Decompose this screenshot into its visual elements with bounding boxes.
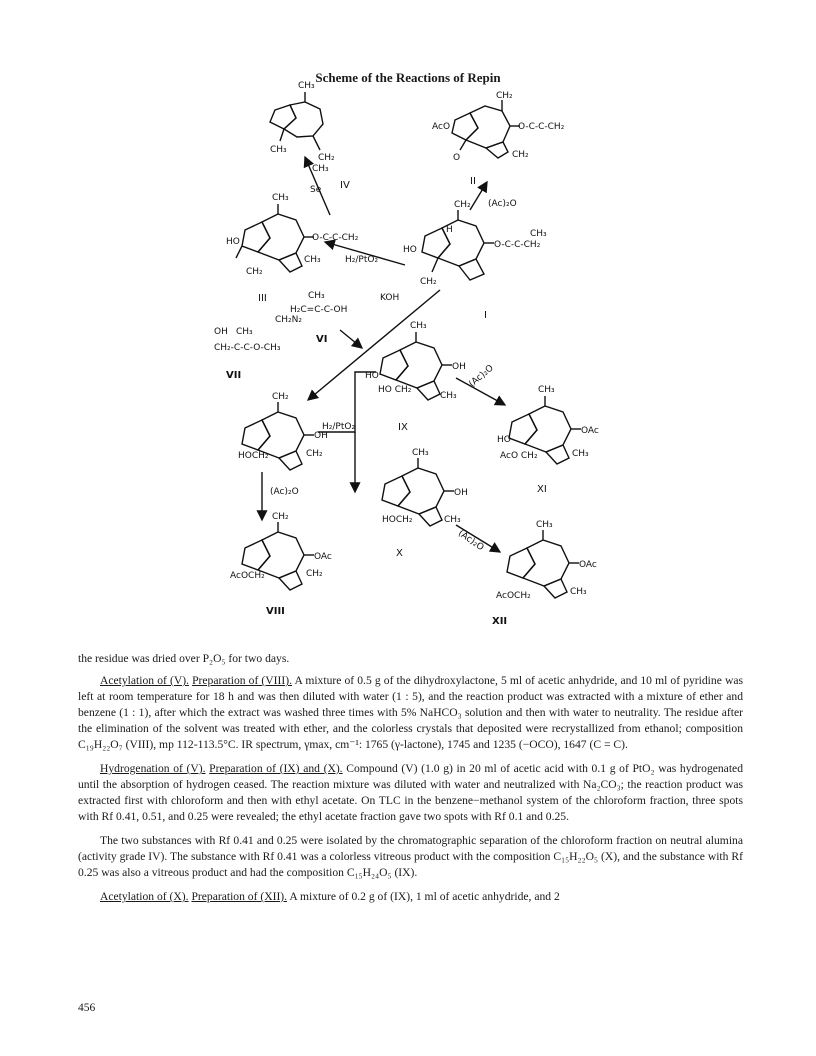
label-viii-ch2: CH₂	[272, 512, 289, 522]
numeral-ix: IX	[398, 422, 408, 433]
reagent-ac2o-4: (Ac)₂O	[456, 528, 486, 554]
label-ix-ch3b: CH₃	[440, 391, 457, 401]
label-xi-acoch2: AcO CH₂	[500, 451, 538, 461]
page-number: 456	[78, 1002, 96, 1014]
label-iv-ch2: CH₂	[318, 153, 335, 163]
label-ii-ester: O-C-C-CH₂	[518, 122, 565, 132]
numeral-vii: VII	[226, 370, 242, 381]
scheme-title: Scheme of the Reactions of Repin	[315, 70, 501, 85]
paragraph-4	[78, 889, 743, 905]
label-ii-ch2: CH₂	[496, 91, 513, 101]
label-iv-ch3-left: CH₃	[270, 145, 287, 155]
reagent-ch2n2: CH₂N₂	[275, 315, 302, 325]
numeral-i: I	[484, 310, 487, 321]
numeral-viii: VIII	[266, 606, 285, 617]
label-i-ho: HO	[403, 245, 417, 255]
reagent-ac2o-3: (Ac)₂O	[270, 487, 299, 497]
paragraph-2	[78, 761, 743, 825]
heading-preparation-xii: Preparation of (XII).	[191, 890, 288, 903]
label-viii-acoch2: AcOCH₂	[230, 571, 265, 581]
label-ix-oh: OH	[452, 362, 466, 372]
reagent-ac2o-1: (Ac)₂O	[488, 199, 517, 209]
label-iii-ch3b: CH₃	[304, 255, 321, 265]
numeral-vi: VI	[316, 334, 328, 345]
structure-iv	[270, 92, 323, 150]
label-ii-o: O	[453, 153, 461, 163]
label-xii-oac: OAc	[579, 560, 597, 570]
numeral-iv: IV	[340, 180, 350, 191]
label-v-hoch2: HOCH₂	[238, 451, 269, 461]
paragraph-3: The two substances with Rf 0.41 and 0.25 were isolated by the chromatographic separation of the chloroform fraction on neutral alumina (activity grade IV). The substance with Rf 0.41 was a colorless vitreous product with the composition C₁₅H₂₂O₅ (X), and the substance with Rf 0.25 was also a vitreous product and had the composition C₁₅H₂₄O₅ (IX).	[78, 834, 743, 879]
structure-i	[422, 210, 494, 280]
label-viii-ch2b: CH₂	[306, 569, 323, 579]
label-iii-ester: O-C-C-CH₂	[312, 233, 359, 243]
structure-iii	[236, 204, 314, 272]
label-xi-ho: HO	[497, 435, 511, 445]
numeral-ii: II	[470, 176, 476, 187]
label-i-ch2b: CH₂	[420, 277, 437, 287]
label-ix-ch3: CH₃	[410, 321, 427, 331]
label-xi-ch3: CH₃	[538, 385, 555, 395]
label-viii-oac: OAc	[314, 552, 332, 562]
numeral-iii: III	[258, 293, 267, 304]
label-xii-ch3b: CH₃	[570, 587, 587, 597]
heading-hydrogenation-v: Hydrogenation of (V).	[100, 762, 206, 775]
arrow-vi-to-vii	[340, 330, 362, 348]
label-xii-acoch2: AcOCH₂	[496, 591, 531, 601]
reagent-h2pto2-2: H₂/PtO₂	[322, 422, 356, 432]
paragraph-0: the residue was dried over P₂O₅ for two days.	[78, 652, 290, 665]
numeral-x: X	[396, 548, 403, 559]
label-ii-ch2b: CH₂	[512, 150, 529, 160]
label-x-oh: OH	[454, 488, 468, 498]
label-ix-ho: HO	[365, 371, 379, 381]
label-ix-hoch2: HO CH₂	[378, 385, 412, 395]
paragraph-1-text: A mixture of 0.5 g of the dihydroxylactone, 5 ml of acetic anhydride, and 10 ml of pyridine was left at room temperature for 18 h and was then diluted with water (1 : 5), and the reaction product was extracted with a mixture of ether and benzene (1 : 1), after which the extract was washed three times with 5% NaHCO₃ solution and then with water to neutrality. The residue after the elimination of the solvent was treated with ether, and the colorless crystals that deposited were recrystallized from ethanol; composition C₁₉H₂₂O₇ (VIII), mp 112-113.5°C. IR spectrum, γmax, cm⁻¹: 1765 (γ-lactone), 1745 and 1235 (−OCO), 1647 (C = C).	[78, 674, 743, 751]
numeral-xii: XII	[492, 616, 508, 627]
label-vii-chain: CH₂-C-C-O-CH₃	[214, 343, 281, 353]
label-vii-oh: OH	[214, 327, 228, 337]
label-i-ch3: CH₃	[530, 229, 547, 239]
heading-acetylation-v: Acetylation of (V).	[100, 674, 189, 687]
label-vii-ch3: CH₃	[236, 327, 253, 337]
heading-preparation-ix-x: Preparation of (IX) and (X).	[209, 762, 343, 775]
label-iv-ch3-b: CH₃	[312, 164, 329, 174]
label-iii-ch3: CH₃	[272, 193, 289, 203]
label-iii-ho: HO	[226, 237, 240, 247]
paragraph-1	[78, 673, 743, 753]
label-v-oh: OH	[314, 431, 328, 441]
label-xi-ch3b: CH₃	[572, 449, 589, 459]
structure-xii	[507, 530, 579, 598]
label-vi-ch3: CH₃	[308, 291, 325, 301]
numeral-xi: XI	[537, 484, 547, 495]
label-iv-ch3-top: CH₃	[298, 81, 315, 91]
label-iii-ch2: CH₂	[246, 267, 263, 277]
label-xii-ch3: CH₃	[536, 520, 553, 530]
label-xi-oac: OAc	[581, 426, 599, 436]
paragraph-2-text: Compound (V) (1.0 g) in 20 ml of acetic acid with 0.1 g of PtO₂ was hydrogenated until the absorption of hydrogen ceased. The reaction mixture was diluted with water and neutralized with Na₂CO₃; the reaction product was extracted first with chloroform and then with ethyl acetate. On TLC in the benzene−methanol system of the chloroform fraction, three spots with Rf 0.41, 0.51, and 0.25 were revealed; the ethyl acetate fraction gave two spots with Rf 0.1 and 0.25.	[78, 762, 743, 823]
label-ii-aco: AcO	[432, 122, 451, 132]
reagent-h2pto2-1: H₂/PtO₂	[345, 255, 379, 265]
label-vi-acid: H₂C=C-C-OH	[290, 305, 348, 315]
label-x-ch3: CH₃	[412, 448, 429, 458]
reagent-se: Se	[310, 185, 322, 195]
label-i-ester: O-C-C-CH₂	[494, 240, 541, 250]
heading-acetylation-x: Acetylation of (X).	[100, 890, 189, 903]
body-text	[78, 651, 743, 913]
label-v-ch2: CH₂	[272, 392, 289, 402]
label-x-hoch2: HOCH₂	[382, 515, 413, 525]
label-i-h: H	[446, 225, 453, 235]
label-x-ch3b: CH₃	[444, 515, 461, 525]
paragraph-4-text: A mixture of 0.2 g of (IX), 1 ml of acetic anhydride, and 2	[287, 890, 560, 903]
label-i-ch2: CH₂	[454, 200, 471, 210]
heading-preparation-viii: Preparation of (VIII).	[192, 674, 292, 687]
reagent-koh: KOH	[380, 293, 400, 303]
reagent-ac2o-2: (Ac)₂O	[467, 363, 496, 390]
structure-ii	[452, 100, 520, 158]
label-v-ch2b: CH₂	[306, 449, 323, 459]
